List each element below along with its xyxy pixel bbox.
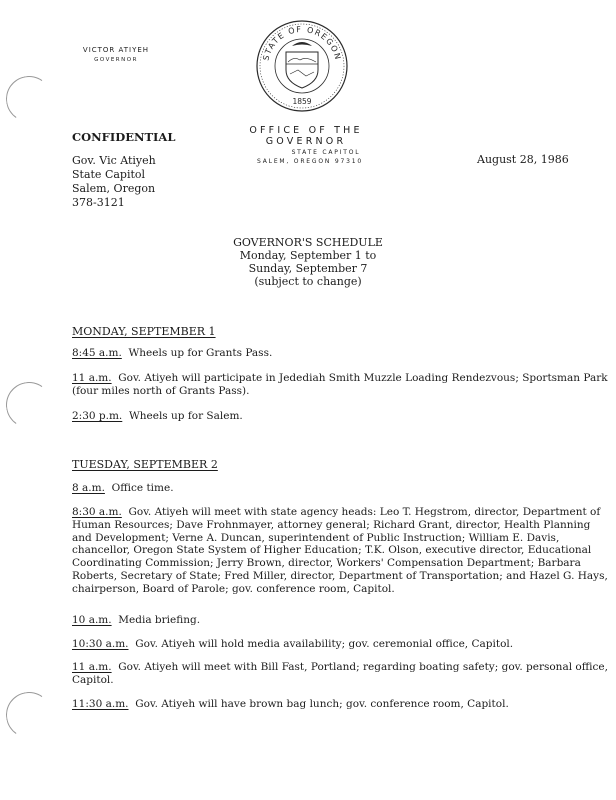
- item-text: Gov. Atiyeh will hold media availability; gov. ceremonial office, Capitol.: [135, 638, 514, 650]
- schedule-item: [72, 661, 612, 687]
- item-text: Gov. Atiyeh will participate in Jedediah Smith Muzzle Loading Rendezvous; Sportsman Park (four miles north of Grants Pass).: [72, 372, 608, 397]
- seal-top-text: STATE OF OREGON: [261, 24, 343, 62]
- item-text: Gov. Atiyeh will meet with Bill Fast, Portland; regarding boating safety; gov. personal office, Capitol.: [72, 661, 608, 686]
- binder-hole-top: [2, 72, 55, 125]
- schedule-range-start: Monday, September 1 to: [239, 249, 377, 262]
- item-time: 11 a.m.: [72, 372, 112, 384]
- confidential-label: CONFIDENTIAL: [72, 130, 176, 144]
- oregon-state-seal: [254, 18, 350, 114]
- letterhead-governor: [76, 46, 156, 63]
- item-time: 11:30 a.m.: [72, 698, 129, 710]
- item-time: 11 a.m.: [72, 661, 112, 673]
- item-text: Wheels up for Salem.: [128, 410, 243, 422]
- schedule-item: [72, 614, 612, 627]
- schedule-item: [72, 638, 612, 651]
- item-time: 10:30 a.m.: [72, 638, 129, 650]
- office-title: OFFICE OF THE GOVERNOR: [249, 125, 363, 147]
- item-text: Gov. Atiyeh will meet with state agency heads: Leo T. Hegstrom, director, Department of Human Resources; Dave Frohnmayer, attorney general; Richard Grant, director, Health Planning and Development; Verne A. Duncan, superintendent of Public Instruction; William E. Davis, chancellor, Oregon State System of Higher Education; T.K. Olson, executive director, Educational Coordinating Commission; Jerry Brown, director, Workers' Compensation Department; Barbara Roberts, Secretary of State; Fred Miller, director, Department of Transportation; and Hazel G. Hays, chairperson, Board of Parole; gov. conference room, Capitol.: [72, 506, 608, 595]
- schedule-note: (subject to change): [254, 275, 362, 288]
- sender-address: [72, 154, 156, 210]
- letterhead-office: [206, 125, 406, 165]
- item-time: 2:30 p.m.: [72, 410, 123, 422]
- schedule-title: GOVERNOR'S SCHEDULE: [233, 236, 383, 249]
- item-time: 8:45 a.m.: [72, 347, 122, 359]
- office-city: SALEM, OREGON 97310: [257, 158, 363, 165]
- schedule-item: [72, 698, 612, 711]
- item-text: Office time.: [111, 482, 174, 494]
- sender-building: State Capitol: [72, 168, 146, 181]
- schedule-header: [208, 236, 408, 288]
- binder-hole-bottom: [2, 688, 55, 741]
- governor-title: GOVERNOR: [94, 57, 138, 63]
- item-text: Wheels up for Grants Pass.: [128, 347, 273, 359]
- schedule-item: [72, 410, 612, 423]
- governor-name: VICTOR ATIYEH: [82, 46, 150, 54]
- schedule-range-end: Sunday, September 7: [248, 262, 368, 275]
- seal-year: 1859: [292, 97, 312, 106]
- item-time: 8 a.m.: [72, 482, 105, 494]
- item-text: Media briefing.: [118, 614, 201, 626]
- schedule-item: [72, 372, 612, 398]
- day-heading-monday: MONDAY, SEPTEMBER 1: [72, 325, 216, 338]
- item-text: Gov. Atiyeh will have brown bag lunch; gov. conference room, Capitol.: [135, 698, 509, 710]
- schedule-item: [72, 482, 612, 495]
- document-date: August 28, 1986: [477, 153, 569, 166]
- item-time: 10 a.m.: [72, 614, 112, 626]
- schedule-item: [72, 347, 612, 360]
- sender-city: Salem, Oregon: [72, 182, 156, 195]
- binder-hole-middle: [2, 378, 55, 431]
- office-building: STATE CAPITOL: [291, 149, 361, 156]
- sender-name: Gov. Vic Atiyeh: [72, 154, 156, 167]
- day-heading-tuesday: TUESDAY, SEPTEMBER 2: [72, 458, 218, 471]
- item-time: 8:30 a.m.: [72, 506, 122, 518]
- schedule-item: [72, 506, 612, 596]
- sender-phone: 378-3121: [72, 196, 125, 209]
